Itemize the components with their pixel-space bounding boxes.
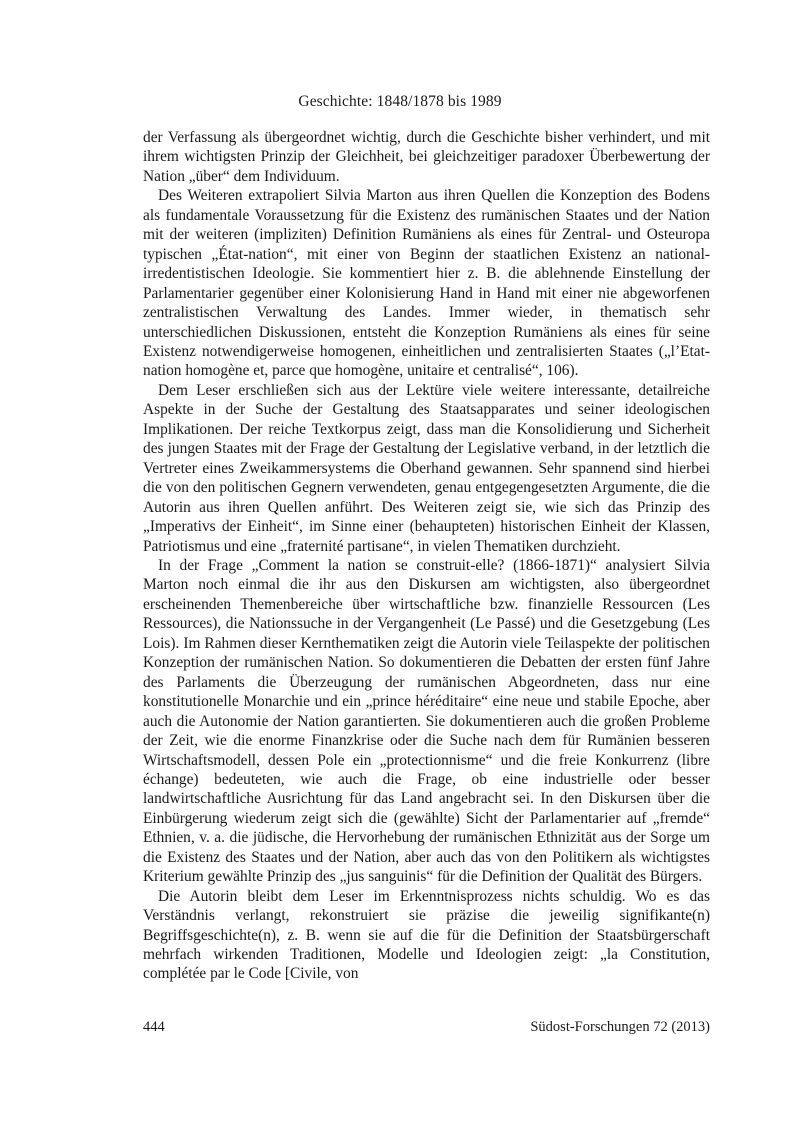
page-number: 444 <box>143 1019 165 1035</box>
running-header: Geschichte: 1848/1878 bis 1989 <box>298 93 502 110</box>
paragraph-4: In der Frage „Comment la nation se construit-elle? (1866-1871)“ analysiert Silvia Marton noch einmal die ihr aus den Diskursen am wichtigsten, also übergeordnet erscheinenden Themenbereiche über wirtschaftliche bzw. finanzielle Ressourcen (Les Ressources), die Nationssuche in der Vergangenheit (Le Passé) und die Gesetzgebung (Les Lois). Im Rahmen dieser Kernthematiken zeigt die Autorin viele Teilaspekte der politischen Konzeption der rumänischen Nation. So dokumentieren die Debatten der ersten fünf Jahre des Parlaments die Überzeugung der rumänischen Abgeordneten, dass nur eine konstitutionelle Monarchie und ein „prince héréditaire“ eine neue und stabile Epoche, aber auch die Autonomie der Nation garantierten. Sie dokumentieren auch die großen Probleme der Zeit, wie die enorme Finanzkrise oder die Suche nach dem für Rumänien besseren Wirtschaftsmodell, dessen Pole ein „protectionnisme“ und die freie Konkurrenz (libre échange) bedeuteten, wie auch die Frage, ob eine industrielle oder besser landwirtschaftliche Ausrichtung für das Land angebracht sei. In den Diskursen über die Einbürgerung wiederum zeigt sich die (gewählte) Sicht der Parlamentarier auf „fremde“ Ethnien, v. a. die jüdische, die Hervorhebung der rumänischen Ethnizität aus der Sorge um die Existenz des Staates und der Nation, aber auch das von den Politikern als wichtigstes Kriterium gewählte Prinzip des „jus sanguinis“ für die Definition der Qualität des Bürgers. <box>143 556 710 886</box>
paragraph-2: Des Weiteren extrapoliert Silvia Marton aus ihren Quellen die Konzeption des Bodens als fundamentale Voraussetzung für die Existenz des rumänischen Staates und der Nation mit der weiteren (impliziten) Definition Rumäniens als eines für Zentral- und Osteuropa typischen „État-nation“, mit einer von Beginn der staatlichen Existenz an national-irredentistischen Ideologie. Sie kommentiert hier z. B. die ablehnende Einstellung der Parlamentarier gegenüber einer Kolonisierung Hand in Hand mit einer nie abgeworfenen zentralistischen Verwaltung des Landes. Immer wieder, in thematisch sehr unterschiedlichen Diskussionen, entsteht die Konzeption Rumäniens als eines für seine Existenz notwendigerweise homogenen, einheitlichen und zentralisierten Staates („l’Etat-nation homogène et, parce que homogène, unitaire et centralisé“, 106). <box>143 187 710 380</box>
journal-reference: Südost-Forschungen 72 (2013) <box>530 1019 710 1035</box>
body-text <box>143 128 710 984</box>
paragraph-3: Dem Leser erschließen sich aus der Lektüre viele weitere interessante, detailreiche Aspekte in der Suche der Gestaltung des Staatsapparates und seiner ideologischen Implikationen. Der reiche Textkorpus zeigt, dass man die Konsolidierung und Sicherheit des jungen Staates mit der Frage der Gestaltung der Legislative verband, in der letztlich die Vertreter eines Zweikammersystems die Oberhand gewannen. Sehr spannend sind hierbei die von den politischen Gegnern verwendeten, genau entgegengesetzten Argumente, die die Autorin aus ihren Quellen anführt. Des Weiteren zeigt sie, wie sich das Prinzip des „Imperativs der Einheit“, im Sinne einer (behaupteten) historischen Einheit der Klassen, Patriotismus und eine „fraternité partisane“, in vielen Thematiken durchzieht. <box>143 381 710 555</box>
paragraph-1: der Verfassung als übergeordnet wichtig, durch die Geschichte bisher verhindert, und mit ihrem wichtigsten Prinzip der Gleichheit, bei gleichzeitiger paradoxer Überbewertung der Nation „über“ dem Individuum. <box>143 129 710 185</box>
paragraph-5: Die Autorin bleibt dem Leser im Erkenntnisprozess nichts schuldig. Wo es das Verständnis verlangt, rekonstruiert sie präzise die jeweilig signifikante(n) Begriffsgeschichte(n), z. B. wenn sie auf die für die Definition der Staatsbürgerschaft mehrfach wirkenden Traditionen, Modelle und Ideologien zeigt: „la Constitution, complétée par le Code [Civile, von <box>143 887 710 983</box>
